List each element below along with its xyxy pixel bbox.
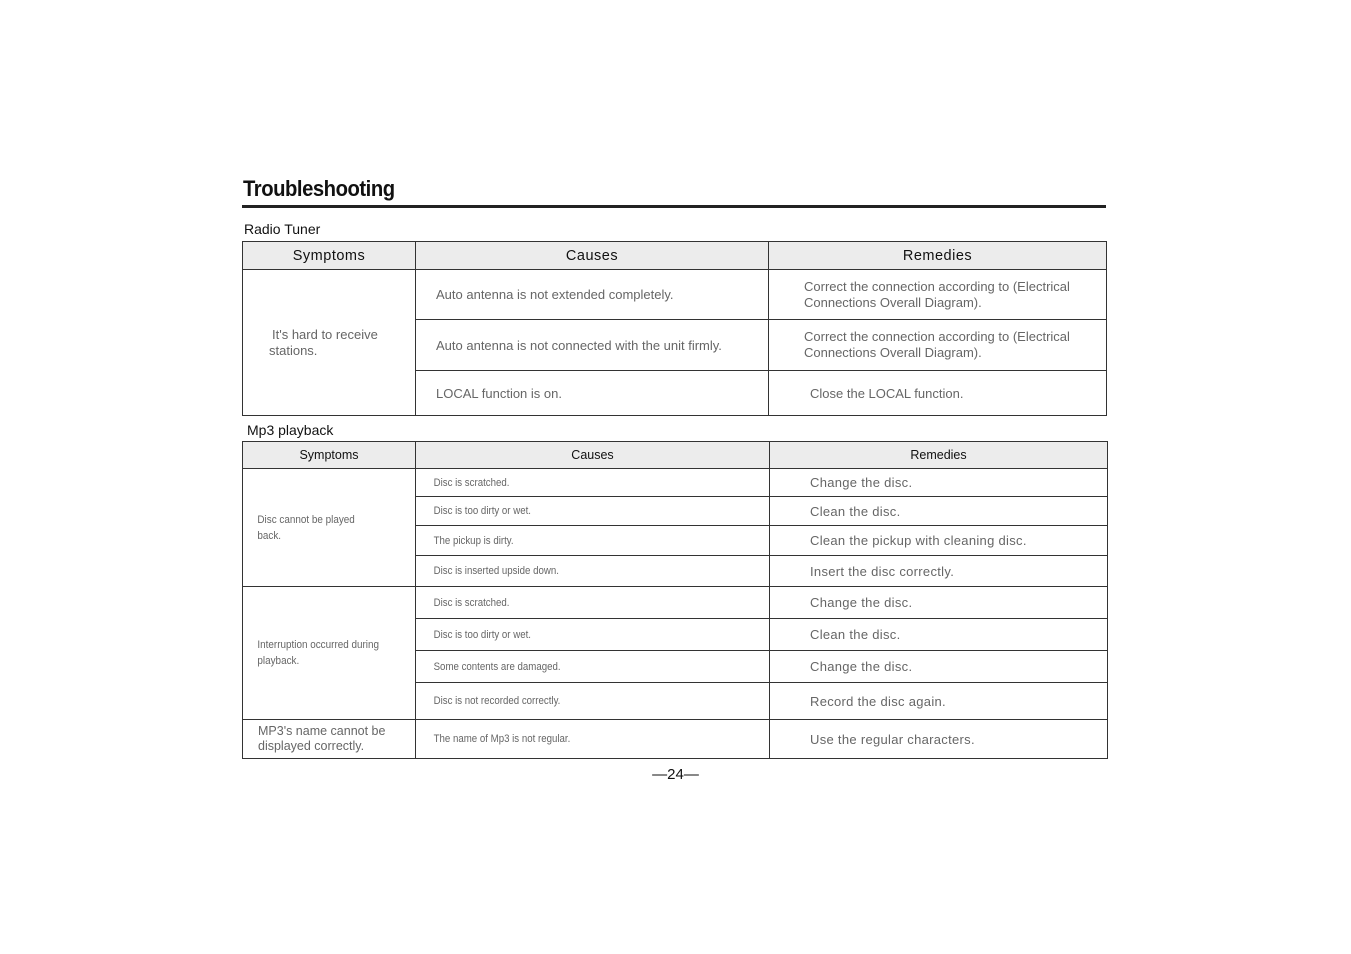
remedy-cell xyxy=(770,651,1108,683)
remedy-text: Insert the disc correctly. xyxy=(810,563,955,579)
remedy-text: Use the regular characters. xyxy=(810,731,975,747)
remedy-text: Change the disc. xyxy=(810,595,913,610)
cause-text: Auto antenna is not extended completely. xyxy=(436,287,674,302)
cause-cell xyxy=(416,720,770,759)
cause-text: LOCAL function is on. xyxy=(436,385,562,401)
remedy-cell xyxy=(770,720,1108,759)
table-header-row xyxy=(243,442,1108,469)
page-title: Troubleshooting xyxy=(243,176,395,201)
cause-text: Disc is too dirty or wet. xyxy=(433,505,531,517)
symptom-text: Interruption occurred during playback. xyxy=(257,639,380,667)
cause-cell xyxy=(416,651,770,683)
radio-tuner-table xyxy=(242,241,1107,416)
cause-text: Disc is not recorded correctly. xyxy=(433,695,561,707)
header-symptoms: Symptoms xyxy=(243,242,416,270)
cause-text: The pickup is dirty. xyxy=(433,534,514,547)
remedy-text: Record the disc again. xyxy=(810,693,946,709)
remedy-cell xyxy=(769,270,1107,320)
table-row xyxy=(243,720,1108,759)
table-row xyxy=(243,270,1107,320)
cause-text: The name of Mp3 is not regular. xyxy=(433,733,571,745)
remedy-text: Change the disc. xyxy=(810,475,913,490)
cause-text: Disc is scratched. xyxy=(433,476,510,489)
header-remedies: Remedies xyxy=(769,242,1107,270)
cause-cell xyxy=(416,497,770,526)
remedy-cell xyxy=(770,683,1108,720)
table-row xyxy=(243,469,1108,497)
remedy-text: Correct the connection according to (Electrical Connections Overall Diagram). xyxy=(804,329,1070,360)
cause-text: Disc is too dirty or wet. xyxy=(433,628,531,641)
cause-cell xyxy=(416,320,769,371)
remedy-cell xyxy=(770,497,1108,526)
header-symptoms: Symptoms xyxy=(243,442,416,469)
cause-cell xyxy=(416,270,769,320)
radio-tuner-heading: Radio Tuner xyxy=(244,221,321,237)
page-number: —24— xyxy=(652,766,699,783)
remedy-cell xyxy=(769,320,1107,371)
remedy-cell xyxy=(770,526,1108,556)
cause-cell xyxy=(416,587,770,619)
remedy-text: Close the LOCAL function. xyxy=(810,385,964,401)
table-row xyxy=(243,587,1108,619)
cause-text: Some contents are damaged. xyxy=(433,660,561,673)
remedy-cell xyxy=(770,619,1108,651)
header-remedies: Remedies xyxy=(770,442,1108,469)
remedy-cell xyxy=(770,556,1108,587)
symptom-cell xyxy=(243,720,416,759)
cause-cell xyxy=(416,469,770,497)
table-header-row xyxy=(243,242,1107,270)
symptom-cell xyxy=(243,270,416,416)
cause-cell xyxy=(416,619,770,651)
symptom-text: It's hard to receive stations. xyxy=(269,326,378,358)
remedy-text: Correct the connection according to (Electrical Connections Overall Diagram). xyxy=(804,278,1070,310)
header-causes: Causes xyxy=(416,442,770,469)
remedy-cell xyxy=(770,469,1108,497)
header-causes: Causes xyxy=(416,242,769,270)
cause-cell xyxy=(416,683,770,720)
cause-cell xyxy=(416,556,770,587)
cause-text: Auto antenna is not connected with the unit firmly. xyxy=(436,337,722,353)
remedy-text: Clean the pickup with cleaning disc. xyxy=(810,533,1027,548)
symptom-cell xyxy=(243,587,416,720)
symptom-cell xyxy=(243,469,416,587)
remedy-text: Clean the disc. xyxy=(810,503,901,519)
remedy-text: Clean the disc. xyxy=(810,627,901,642)
title-rule xyxy=(242,205,1106,208)
remedy-cell xyxy=(769,371,1107,416)
cause-text: Disc is inserted upside down. xyxy=(433,565,559,577)
cause-cell xyxy=(416,371,769,416)
symptom-text: Disc cannot be played back. xyxy=(257,513,355,542)
mp3-playback-heading: Mp3 playback xyxy=(247,422,334,438)
symptom-text: MP3's name cannot be displayed correctly. xyxy=(258,724,386,753)
cause-text: Disc is scratched. xyxy=(433,596,510,609)
remedy-cell xyxy=(770,587,1108,619)
cause-cell xyxy=(416,526,770,556)
mp3-playback-table xyxy=(242,441,1108,759)
remedy-text: Change the disc. xyxy=(810,659,913,674)
